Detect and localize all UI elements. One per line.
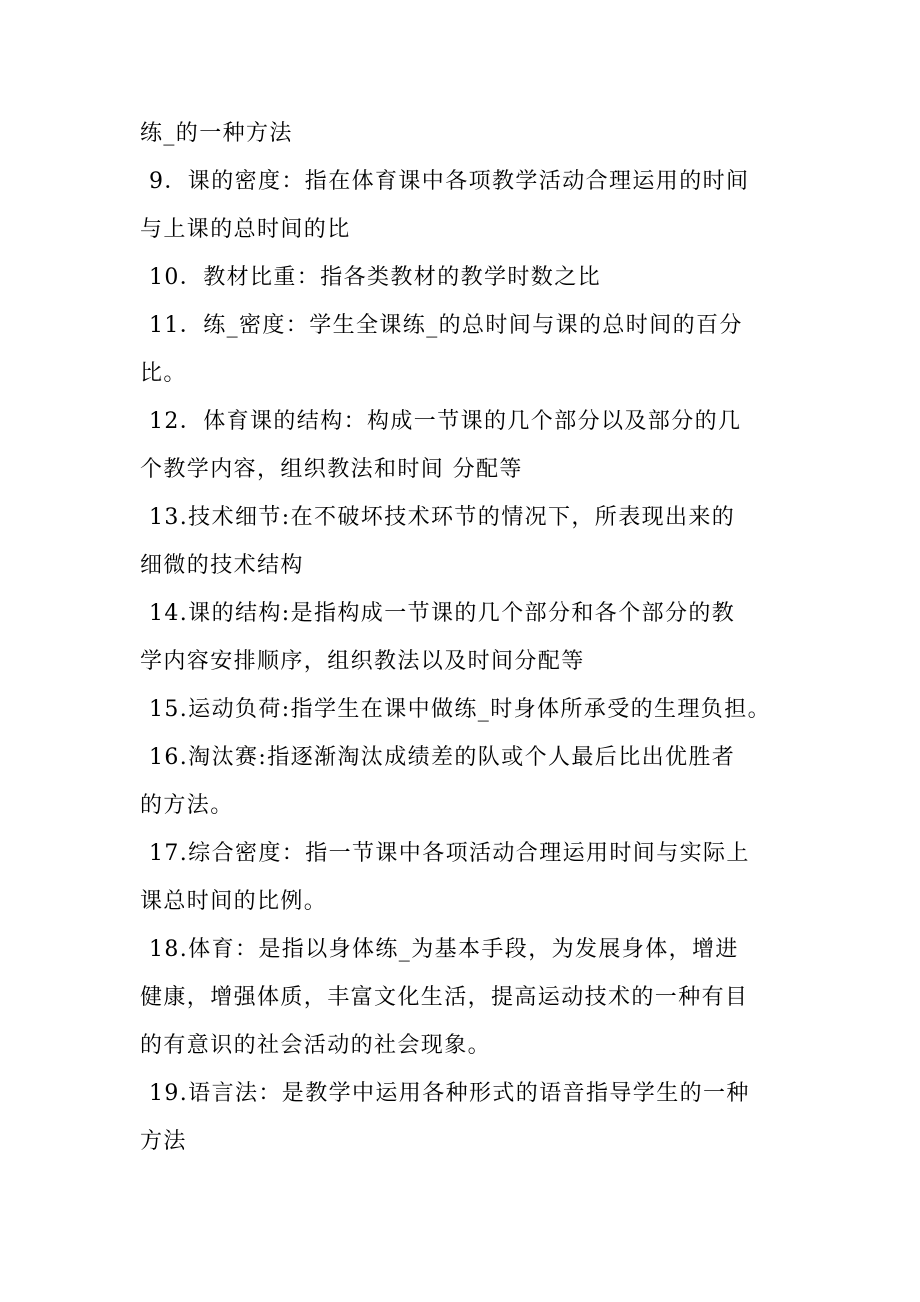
text-line-14: 16.淘汰赛:指逐渐淘汰成绩差的队或个人最后比出优胜者 [149,745,736,770]
text-line-8: 个教学内容，组织教法和时间 分配等 [140,457,523,482]
text-line-12: 学内容安排顺序，组织教法以及时间分配等 [140,649,585,674]
text-line-18: 18.体育：是指以身体练_为基本手段，为发展身体，增进 [149,937,739,962]
text-line-22: 方法 [140,1129,187,1154]
text-line-21: 19.语言法：是教学中运用各种形式的语音指导学生的一种 [149,1081,750,1106]
document-body [140,110,790,1166]
text-line-5: 11．练_密度：学生全课练_的总时间与课的总时间的百分 [149,313,743,338]
text-line-4: 10．教材比重：指各类教材的教学时数之比 [149,265,601,290]
text-line-15: 的方法。 [140,793,234,818]
text-line-1: 练_的一种方法 [140,121,293,146]
text-line-11: 14.课的结构:是指构成一节课的几个部分和各个部分的教 [149,601,736,626]
text-line-16: 17.综合密度：指一节课中各项活动合理运用时间与实际上 [149,841,750,866]
text-line-2: 9．课的密度：指在体育课中各项教学活动合理运用的时间 [149,169,750,194]
text-line-20: 的有意识的社会活动的社会现象。 [140,1033,492,1058]
text-line-17: 课总时间的比例。 [140,889,328,914]
text-line-7: 12．体育课的结构：构成一节课的几个部分以及部分的几 [149,409,742,434]
text-line-13: 15.运动负荷:指学生在课中做练_时身体所承受的生理负担。 [149,697,772,722]
text-line-9: 13.技术细节:在不破坏技术环节的情况下，所表现出来的 [149,505,736,530]
text-line-6: 比。 [140,361,187,386]
text-line-19: 健康，增强体质，丰富文化生活，提高运动技术的一种有目 [140,985,749,1010]
text-line-10: 细微的技术结构 [140,553,304,578]
text-line-3: 与上课的总时间的比 [140,217,351,242]
